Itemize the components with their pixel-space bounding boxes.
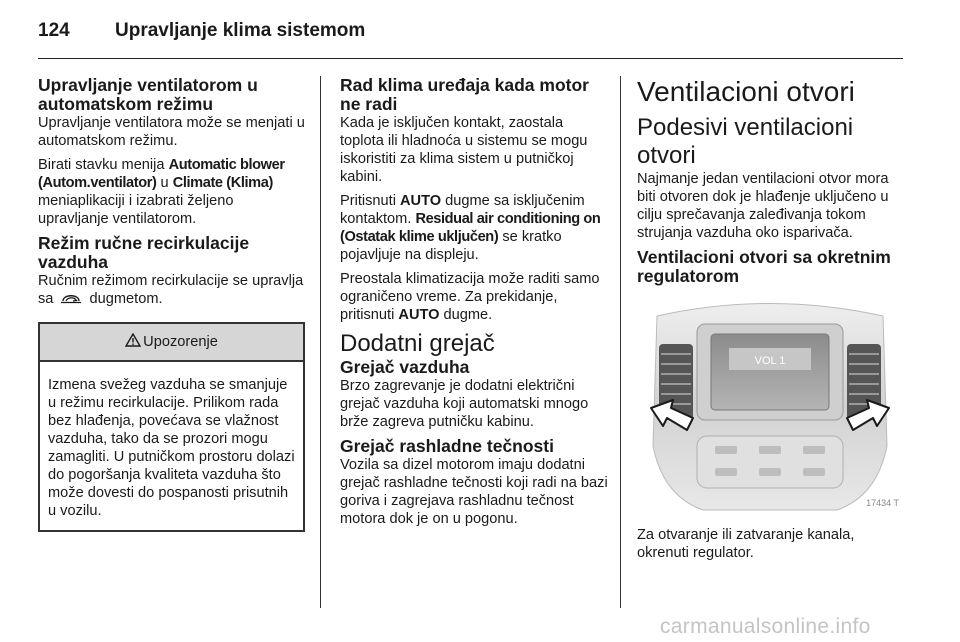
recirculation-icon — [60, 292, 82, 304]
warning-header — [40, 324, 303, 362]
display-message: Residual air conditioning on (Ostatak klime uključen) — [340, 211, 601, 245]
paragraph: Kada je isključen kontakt, zaostala toplota ili hladnoća u sistemu se mogu iskoristiti za klima sistem u putničkoj kabini. — [340, 115, 588, 185]
menu-name: Climate (Klima) — [172, 175, 273, 191]
text-run: dugme sa isključenim kontaktom. — [340, 193, 585, 227]
dashboard-vents-image — [637, 296, 903, 514]
warning-box — [38, 322, 305, 532]
button-name: AUTO — [398, 307, 440, 323]
display-text: VOL 1 — [754, 355, 786, 367]
subsection-heading: Grejač vazduha — [340, 357, 470, 377]
paragraph: Upravljanje ventilatora može se menjati u automatskom režimu. — [38, 115, 305, 149]
paragraph: Za otvaranje ili zatvaranje kanala, okrenuti regulator. — [637, 527, 855, 561]
section-heading: Rad klima uređaja kada motor ne radi — [340, 75, 589, 114]
button-name: AUTO — [400, 193, 442, 209]
column-left — [38, 76, 306, 532]
column-right — [637, 76, 905, 568]
column-middle — [340, 76, 608, 534]
text-run: dugmetom. — [85, 291, 163, 307]
page-title: Upravljanje klima sistemom — [115, 20, 366, 41]
page-header — [38, 18, 903, 62]
text-run: u — [156, 175, 173, 191]
text-run: Birati stavku menija — [38, 157, 169, 173]
page-number: 124 — [38, 20, 70, 41]
subsection-heading: Ventilacioni otvori sa okretnim regulatorom — [637, 247, 891, 286]
text-run: meniaplikaciji i izabrati željeno upravljanje ventilatorom. — [38, 193, 234, 227]
paragraph: Vozila sa dizel motorom imaju dodatni grejač rashladne tečnosti koji radi na bazi goriva i zagrejava rashladnu tečnost motora dok je on u pogonu. — [340, 457, 608, 527]
section-heading: Režim ručne recirkulacije vazduha — [38, 233, 250, 272]
paragraph: Najmanje jedan ventilacioni otvor mora biti otvoren dok je hlađenje uključeno u cilju sprečavanja zaleđivanja tokom strujanja vazduha oko isparivača. — [637, 171, 889, 241]
paragraph — [340, 192, 608, 264]
paragraph: Brzo zagrevanje je dodatni električni grejač vazduha koji automatski mnogo brže zagreva putničku kabinu. — [340, 378, 589, 430]
menu-item-name: Automatic blower (Autom.ventilator) — [38, 157, 285, 191]
figure-label: 17434 T — [866, 498, 899, 508]
section-heading: Podesivi ventilacioni otvori — [637, 114, 854, 169]
paragraph — [340, 270, 608, 324]
warning-triangle-icon — [125, 333, 141, 347]
column-divider — [320, 76, 321, 608]
text-run: dugme. — [439, 307, 493, 323]
subsection-heading: Grejač rashladne tečnosti — [340, 436, 554, 456]
text-run: se kratko pojavljuje na displeju. — [340, 229, 562, 263]
text-run: Ručnim režimom recirkulacije se upravlja sa — [38, 273, 304, 307]
text-run: Pritisnuti — [340, 193, 401, 209]
text-run: Preostala klimatizacija može raditi samo ograničeno vreme. Za prekidanje, pritisnuti — [340, 271, 600, 323]
header-rule — [38, 58, 903, 59]
warning-body: Izmena svežeg vazduha se smanjuje u režimu recirkulacije. Prilikom rada bez hlađenja, povećava se vlažnost vazduha, tako da se prozori mogu zamagliti. U putničkom prostoru dolazi do pogoršanja kvaliteta vazduha što može dovesti do pospanosti prisutnih u vozilu. — [48, 377, 295, 519]
section-heading: Dodatni grejač — [340, 330, 495, 357]
chapter-heading: Ventilacioni otvori — [637, 76, 855, 107]
paragraph — [38, 156, 306, 228]
vent-illustration — [637, 296, 903, 514]
warning-title: Upozorenje — [143, 334, 218, 350]
section-heading: Upravljanje ventilatorom u automatskom režimu — [38, 75, 258, 114]
watermark: carmanualsonline.info — [660, 615, 871, 638]
column-divider — [620, 76, 621, 608]
paragraph — [38, 272, 306, 308]
